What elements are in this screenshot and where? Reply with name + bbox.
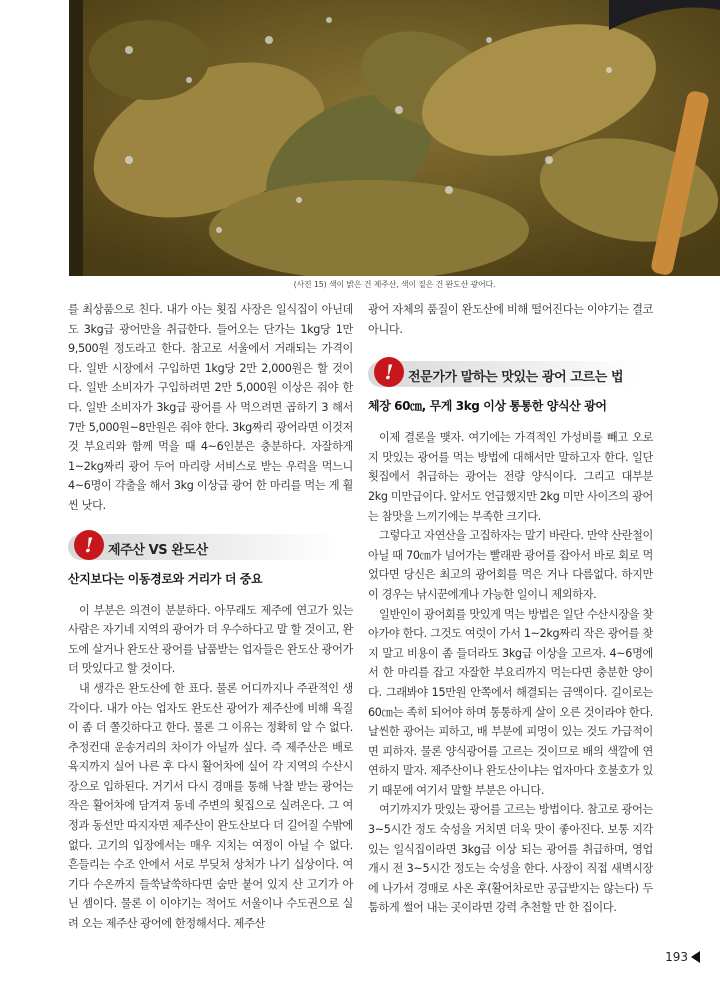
photo-caption: (사진 15) 색이 밝은 건 제주산, 색이 짙은 건 완도산 광어다. [293,280,496,289]
left-column [68,300,353,934]
right-column [368,300,653,918]
body-paragraph: 를 최상품으로 친다. 내가 아는 횟집 사장은 일식집이 아닌데도 3kg급 광어만을 취급한다. 들어오는 단가는 1kg당 1만 9,500원 정도라고 한다. 참고로 서울에서 거래되는 가격이다. 일반 시장에서 구입하면 1kg당 2만 2,000원은 할 것이다. 일반 소비자가 구입하려면 2만 5,000원 이상은 줘야 한다. 일반 소비자가 3kg급 광어를 사 먹으려면 곱하기 3 해서 7만 5,000원~8만원은 줘야 한다. 3kg짜리 광어라면 이것저것 부요리와 함께 먹을 때 4~6인분은 충분하다. 자잘하게 1~2kg짜리 광어 두어 마리랑 서비스로 받는 우럭을 먹느니 4~6명이 갹출을 해서 3kg 이상급 광어 한 마리를 먹는 게 훨씬 낫다. [68,303,353,512]
section-title: 제주산 VS 완도산 [108,542,208,558]
exclamation-icon: ! [374,357,404,387]
section-heading [368,357,653,391]
page-arrow-icon [691,951,700,963]
body-paragraph: 여기까지가 맛있는 광어를 고르는 방법이다. 참고로 광어는 3~5시간 정도 숙성을 거치면 더욱 맛이 좋아진다. 보통 지각 있는 일식집이라면 3kg급 이상 되는 광어를 취급하며, 영업 개시 전 3~5시간 정도는 숙성을 한다. 사장이 직접 새벽시장에 나가서 경매로 사온 후(활어차로만 공급받지는 않는다) 두툼하게 썰어 내는 곳이라면 강력 추천할 만 한 집이다. [368,803,653,915]
body-paragraph: 내 생각은 완도산에 한 표다. 물론 어디까지나 주관적인 생각이다. 내가 아는 업자도 완도산 광어가 제주산에 비해 육질이 좀 더 쫄깃하다고 한다. 물론 그 이유는 정확히 알 수 없다. 추정컨대 운송거리의 차이가 아닐까 싶다. 즉 제주산은 배로 육지까지 실어 나른 후 다시 활어차에 실어 각 지역의 수산시장으로 입하된다. 거기서 다시 경매를 통해 낙찰 받는 광어는 작은 활어차에 담겨져 동네 주변의 횟집으로 실려온다. 그 여정과 동선만 따지자면 제주산이 완도산보다 더 길어질 수밖에 없다. 고기의 입장에서는 매우 지치는 여정이 아닐 수 없다. 흔들리는 수조 안에서 서로 부딪쳐 상처가 나기 십상이다. 여기다 수온까지 들쑥날쑥하다면 숨만 붙어 있지 산 고기가 아닌 셈이다. 물론 이 이야기는 적어도 서울이나 수도권으로 실려 오는 제주산 광어에 한정해서다. 제주산 [68,681,353,931]
body-paragraph: 그렇다고 자연산을 고집하자는 말기 바란다. 만약 산란철이 아닐 때 70㎝가 넘어가는 빨래판 광어를 잡아서 바로 회로 먹었다면 당신은 최고의 광어회를 먹은 거나 다름없다. 하지만 이 경우는 낚시꾼에게나 가능한 일이니 제외하자. [368,529,653,601]
flounder-tank-photo [69,0,720,276]
section-heading [68,530,353,564]
page-number [665,950,700,964]
exclamation-icon: ! [74,530,104,560]
section-subtitle: 산지보다는 이동경로와 거리가 더 중요 [68,571,263,586]
body-paragraph: 이제 결론을 맺자. 여기에는 가격적인 가성비를 빼고 오로지 맛있는 광어를 먹는 방법에 대해서만 말하고자 한다. 일단 횟집에서 취급하는 광어는 전량 양식이다. 그리고 대부분 2kg 미만급이다. 앞서도 언급했지만 2kg 미만 사이즈의 광어는 참맛을 느끼기에는 부족한 크기다. [368,431,654,523]
body-paragraph: 광어 자체의 품질이 완도산에 비해 떨어진다는 이야기는 결코 아니다. [368,303,653,336]
page-number-text: 193 [665,950,688,964]
body-paragraph: 일반인이 광어회를 맛있게 먹는 방법은 일단 수산시장을 찾아가야 한다. 그것도 여럿이 가서 1~2kg짜리 작은 광어를 찾지 말고 비용이 좀 들더라도 3kg급 이상을 고르자. 4~6명에서 한 마리를 잡고 자잘한 부요리까지 먹는다면 충분한 양이다. 그래봐야 15만원 안쪽에서 해결되는 금액이다. 길이로는 60㎝는 족히 되어야 하며 통통하게 살이 오른 것이라야 한다. 날씬한 광어는 피하고, 배 부분에 피멍이 있는 것도 가급적이면 피하자. 물론 양식광어를 고르는 것이므로 배의 색깔에 연연하지 말자. 제주산이나 완도산이냐는 업자마다 호불호가 있기 때문에 여기서 말할 부분은 아니다. [368,607,653,797]
body-paragraph: 이 부분은 의견이 분분하다. 아무래도 제주에 연고가 있는 사람은 자기네 지역의 광어가 더 우수하다고 말 할 것이고, 완도에 살거나 완도산 광어를 납품받는 업자들은 완도산 광어가 더 맛있다고 할 것이다. [68,603,353,676]
section-subtitle: 체장 60㎝, 무게 3kg 이상 통통한 양식산 광어 [368,399,607,414]
section-title: 전문가가 말하는 맛있는 광어 고르는 법 [408,370,624,386]
